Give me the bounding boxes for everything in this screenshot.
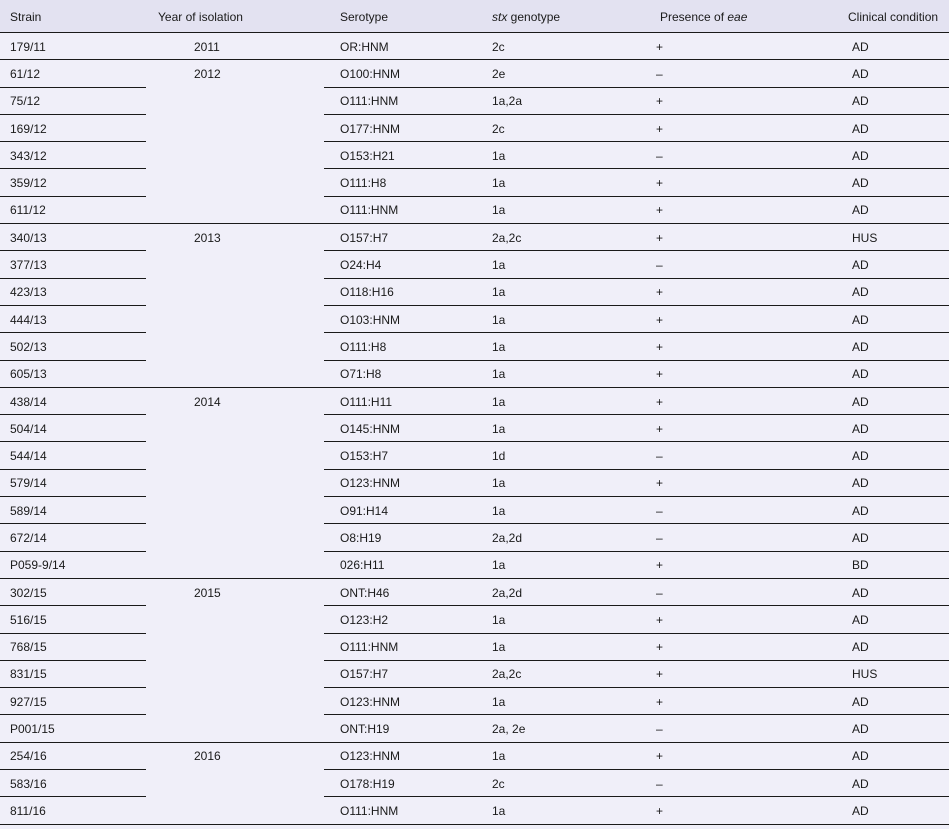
table-header	[0, 0, 949, 33]
cell-strain: 831/15	[10, 667, 47, 682]
cell-eae: +	[656, 803, 664, 818]
cell-eae: +	[656, 640, 664, 655]
cell-clinical-condition: AD	[852, 203, 869, 218]
table-row	[0, 715, 949, 742]
cell-stx-genotype: 2a,2d	[492, 585, 523, 600]
table-row	[0, 197, 949, 224]
cell-year: 2011	[194, 39, 220, 54]
cell-strain: 583/16	[10, 776, 47, 791]
cell-stx-genotype: 1a	[492, 803, 506, 818]
cell-serotype: ONT:H19	[340, 722, 390, 737]
cell-eae: +	[656, 203, 664, 218]
cell-serotype: O103:HNM	[340, 312, 401, 327]
cell-stx-genotype: 1a	[492, 312, 506, 327]
cell-serotype: 026:H11	[340, 558, 385, 573]
table-row	[0, 470, 949, 497]
cell-clinical-condition: AD	[852, 394, 869, 409]
cell-strain: 544/14	[10, 449, 47, 464]
header-year: Year of isolation	[158, 9, 243, 24]
table-row	[0, 552, 949, 579]
cell-clinical-condition: HUS	[852, 667, 878, 682]
cell-stx-genotype: 1a	[492, 176, 506, 191]
table-row	[0, 251, 949, 278]
cell-clinical-condition: AD	[852, 449, 869, 464]
cell-stx-genotype: 1a	[492, 367, 506, 382]
cell-stx-genotype: 2c	[492, 776, 505, 791]
cell-eae: +	[656, 94, 664, 109]
cell-serotype: O178:H19	[340, 776, 395, 791]
header-stx-genotype	[476, 9, 656, 24]
cell-stx-genotype: 1a	[492, 640, 506, 655]
cell-strain: 927/15	[10, 694, 47, 709]
cell-clinical-condition: AD	[852, 148, 869, 163]
cell-eae: –	[656, 722, 663, 737]
cell-strain: 504/14	[10, 421, 47, 436]
cell-clinical-condition: AD	[852, 694, 869, 709]
cell-strain: 589/14	[10, 503, 47, 518]
cell-year: 2015	[194, 585, 221, 600]
cell-clinical-condition: AD	[852, 476, 869, 491]
cell-strain: 444/13	[10, 312, 47, 327]
cell-strain: 169/12	[10, 121, 47, 136]
cell-strain: P059-9/14	[10, 558, 66, 573]
cell-clinical-condition: BD	[852, 558, 869, 573]
table-row	[0, 415, 949, 442]
table-row	[0, 442, 949, 469]
cell-serotype: O91:H14	[340, 503, 389, 518]
cell-clinical-condition: AD	[852, 530, 869, 545]
cell-eae: +	[656, 312, 664, 327]
eae-prefix: Presence of	[660, 9, 728, 24]
cell-stx-genotype: 2e	[492, 66, 506, 81]
cell-stx-genotype: 2c	[492, 121, 505, 136]
cell-eae: –	[656, 66, 663, 81]
cell-clinical-condition: HUS	[852, 230, 878, 245]
cell-stx-genotype: 1a	[492, 421, 506, 436]
cell-stx-genotype: 1a	[492, 148, 506, 163]
table-body	[0, 33, 949, 825]
cell-serotype: O153:H21	[340, 148, 395, 163]
table-row	[0, 524, 949, 551]
cell-eae: –	[656, 585, 663, 600]
cell-strain: 516/15	[10, 612, 47, 627]
cell-stx-genotype: 1a	[492, 749, 506, 764]
table-row	[0, 169, 949, 196]
cell-stx-genotype: 1a	[492, 694, 506, 709]
cell-strain: 502/13	[10, 339, 47, 354]
cell-eae: –	[656, 449, 663, 464]
cell-clinical-condition: AD	[852, 367, 869, 382]
cell-stx-genotype: 1a	[492, 612, 506, 627]
cell-eae: +	[656, 558, 664, 573]
table-row	[0, 579, 949, 606]
cell-serotype: OR:HNM	[340, 39, 389, 54]
table-row	[0, 361, 949, 388]
header-clinical: Clinical condition	[848, 9, 939, 24]
eae-italic: eae	[727, 9, 748, 24]
cell-clinical-condition: AD	[852, 640, 869, 655]
cell-eae: +	[656, 612, 664, 627]
cell-serotype: O111:HNM	[340, 203, 399, 218]
cell-eae: –	[656, 148, 663, 163]
header-serotype: Serotype	[340, 9, 389, 24]
cell-year: 2013	[194, 230, 221, 245]
cell-eae: +	[656, 667, 664, 682]
cell-serotype: O118:H16	[340, 285, 394, 300]
cell-strain: 61/12	[10, 66, 41, 81]
cell-serotype: O71:H8	[340, 367, 382, 382]
cell-eae: +	[656, 694, 664, 709]
cell-serotype: O111:H11	[340, 394, 393, 409]
cell-stx-genotype: 1a	[492, 558, 506, 573]
cell-eae: +	[656, 339, 664, 354]
table-row	[0, 88, 949, 115]
cell-year: 2016	[194, 749, 221, 764]
cell-clinical-condition: AD	[852, 94, 869, 109]
cell-stx-genotype: 1a	[492, 394, 506, 409]
table-row	[0, 224, 949, 251]
cell-strain: 302/15	[10, 585, 47, 600]
cell-serotype: O8:H19	[340, 530, 382, 545]
table-row	[0, 333, 949, 360]
cell-strain: 343/12	[10, 148, 47, 163]
cell-clinical-condition: AD	[852, 66, 869, 81]
cell-serotype: O123:HNM	[340, 476, 401, 491]
cell-serotype: O24:H4	[340, 258, 382, 273]
cell-serotype: O123:HNM	[340, 694, 401, 709]
table-row	[0, 279, 949, 306]
table-row	[0, 743, 949, 770]
cell-serotype: O111:HNM	[340, 803, 399, 818]
cell-serotype: O123:HNM	[340, 749, 401, 764]
cell-stx-genotype: 1a	[492, 285, 506, 300]
cell-clinical-condition: AD	[852, 121, 869, 136]
cell-clinical-condition: AD	[852, 503, 869, 518]
cell-stx-genotype: 1a	[492, 503, 506, 518]
cell-year: 2012	[194, 66, 221, 81]
cell-stx-genotype: 1d	[492, 449, 506, 464]
table-row	[0, 60, 949, 87]
cell-clinical-condition: AD	[852, 258, 869, 273]
cell-eae: +	[656, 39, 664, 54]
cell-clinical-condition: AD	[852, 421, 869, 436]
cell-clinical-condition: AD	[852, 39, 869, 54]
cell-clinical-condition: AD	[852, 722, 869, 737]
table-row	[0, 497, 949, 524]
cell-serotype: O111:HNM	[340, 640, 399, 655]
cell-strain: P001/15	[10, 722, 55, 737]
cell-stx-genotype: 2a,2c	[492, 230, 522, 245]
cell-strain: 579/14	[10, 476, 47, 491]
cell-strain: 672/14	[10, 530, 47, 545]
cell-clinical-condition: AD	[852, 176, 869, 191]
table-row	[0, 634, 949, 661]
cell-strain: 340/13	[10, 230, 47, 245]
cell-eae: +	[656, 421, 664, 436]
cell-strain: 359/12	[10, 176, 47, 191]
table-row	[0, 770, 949, 797]
cell-eae: –	[656, 776, 663, 791]
cell-stx-genotype: 1a	[492, 339, 506, 354]
table-row	[0, 33, 949, 60]
table-row	[0, 306, 949, 333]
cell-clinical-condition: AD	[852, 285, 869, 300]
cell-stx-genotype: 1a	[492, 476, 506, 491]
stx-italic: stx	[492, 9, 508, 24]
cell-strain: 811/16	[10, 803, 46, 818]
header-strain: Strain	[10, 9, 42, 24]
cell-stx-genotype: 2a, 2e	[492, 722, 526, 737]
cell-serotype: O111:HNM	[340, 94, 399, 109]
cell-eae: +	[656, 176, 664, 191]
cell-serotype: O177:HNM	[340, 121, 401, 136]
cell-strain: 605/13	[10, 367, 47, 382]
cell-clinical-condition: AD	[852, 612, 869, 627]
table-row	[0, 142, 949, 169]
cell-clinical-condition: AD	[852, 339, 869, 354]
stx-suffix: genotype	[507, 9, 561, 24]
cell-eae: +	[656, 476, 664, 491]
cell-strain: 179/11	[10, 39, 46, 54]
cell-eae: +	[656, 394, 664, 409]
cell-clinical-condition: AD	[852, 585, 869, 600]
cell-stx-genotype: 1a,2a	[492, 94, 523, 109]
cell-serotype: O100:HNM	[340, 66, 401, 81]
cell-stx-genotype: 1a	[492, 203, 506, 218]
cell-stx-genotype: 2c	[492, 39, 505, 54]
cell-eae: +	[656, 367, 664, 382]
cell-eae: +	[656, 749, 664, 764]
cell-strain: 377/13	[10, 258, 47, 273]
cell-clinical-condition: AD	[852, 749, 869, 764]
header-eae	[656, 9, 836, 24]
cell-serotype: O153:H7	[340, 449, 389, 464]
cell-serotype: O123:H2	[340, 612, 389, 627]
table-row	[0, 115, 949, 142]
cell-eae: –	[656, 530, 663, 545]
cell-clinical-condition: AD	[852, 312, 869, 327]
cell-stx-genotype: 2a,2d	[492, 530, 523, 545]
cell-eae: +	[656, 230, 664, 245]
cell-strain: 423/13	[10, 285, 47, 300]
cell-serotype: O157:H7	[340, 230, 389, 245]
cell-eae: –	[656, 503, 663, 518]
cell-clinical-condition: AD	[852, 776, 869, 791]
cell-clinical-condition: AD	[852, 803, 869, 818]
cell-year: 2014	[194, 394, 221, 409]
table-row	[0, 606, 949, 633]
cell-eae: +	[656, 121, 664, 136]
cell-strain: 254/16	[10, 749, 47, 764]
cell-eae: +	[656, 285, 664, 300]
cell-strain: 611/12	[10, 203, 46, 218]
table-row	[0, 688, 949, 715]
cell-strain: 75/12	[10, 94, 41, 109]
cell-stx-genotype: 1a	[492, 258, 506, 273]
cell-serotype: ONT:H46	[340, 585, 390, 600]
cell-eae: –	[656, 258, 663, 273]
table-row	[0, 661, 949, 688]
cell-serotype: O157:H7	[340, 667, 389, 682]
cell-serotype: O145:HNM	[340, 421, 401, 436]
table-row	[0, 388, 949, 415]
table-row	[0, 797, 949, 824]
cell-strain: 768/15	[10, 640, 47, 655]
cell-stx-genotype: 2a,2c	[492, 667, 522, 682]
cell-strain: 438/14	[10, 394, 47, 409]
cell-serotype: O111:H8	[340, 176, 387, 191]
cell-serotype: O111:H8	[340, 339, 387, 354]
